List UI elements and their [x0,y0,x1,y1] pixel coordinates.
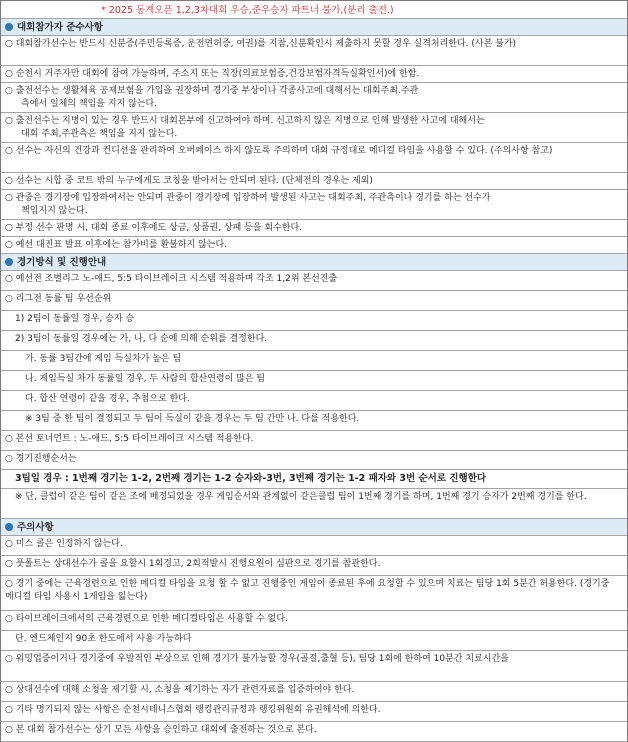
rule-row: ○ 타이브레이크에서의 근육경련으로 인한 메디컬타임은 사용할 수 없다. [1,611,627,631]
circle-bullet-icon [5,258,13,266]
red-notice: * 2025 동계오픈 1,2,3차대회 우승,준우승자 파트너 불가,(분리 출전.) [1,1,627,19]
rule-row: ○ 상대선수에 대해 소청을 제기할 시, 소청을 제기하는 자가 관련자료를 입증하여야 한다. [1,682,627,702]
rule-row: ○ 선수는 자신의 건강과 컨디션을 관리하여 오버페이스 하지 않도록 주의하며 대회 규정대로 메디컬 타임을 사용할 수 있다. (주의사항 참고) [1,143,627,173]
rule-row: ○ 경기 중에는 근육경련으로 인한 메디컬 타임을 요청 할 수 없고 진행중인 게임이 종료된 후에 요청할 수 있으며 치료는 팀당 1회 5분간 허용한다. (경기중 메디컬 타임 사용시 1게임을 잃는다) [1,576,627,611]
rule-row: ○ 본선 토너먼트 : 노-애드, 5:5 타이브레이크 시스템 적용한다. [1,431,627,451]
rule-row: 나. 게임득실 차가 동률일 경우, 두 사람의 합산연령이 많은 팀 [1,371,627,391]
rule-row: ○ 미스 콜은 인정하지 않는다. [1,536,627,556]
rule-row: ○ 기타 명기되지 않는 사항은 순천시테니스협회 랭킹관리규정과 랭킹위원회 유권해석에 의한다. [1,702,627,722]
rule-row: 단. 엔드체인지 90초 한도에서 사용 가능하다 [1,631,627,651]
rule-row: ○ 출전선수는 지병이 있는 경우 반드시 대회본부에 신고하여야 하며. 신고하지 않은 지병으로 인해 발생한 사고에 대해서는 대회 주최,주관측은 책임을 지지 않는다. [1,113,627,143]
circle-bullet-icon [5,523,13,531]
rule-row: ※ 3팀 중 한 팀이 결정되고 두 팀이 득실이 같을 경우는 두 팀 간만 나. 다를 적용한다. [1,411,627,431]
rule-row: ○ 대회참가선수는 반드시 신분증(주민등록증, 운전면허증, 여권)를 지참,신분확인시 제출하지 못할 경우 실격처리한다. (사본 불가) [1,36,627,66]
rule-row: ○ 출전선수는 생활체육 공제보험을 가입을 권장하며 경기중 부상이나 각종사고에 대해서는 대회주최.주관 측에서 일체의 책임을 지지 않는다. [1,83,627,113]
rule-row: ○ 예선 대진표 발표 이후에는 참가비를 환불하지 않는다. [1,237,627,254]
rule-row: ○ 순천시 거주자만 대회에 참여 가능하며, 주소지 또는 직장(의료보험증,건강보험자격득실확인서)에 한함. [1,66,627,83]
rule-row: 1) 2팀이 동률일 경우, 승자 승 [1,311,627,331]
rule-row: ○ 예선전 조별리그 노-애드, 5:5 타이브레이크 시스템 적용하며 각조 1,2위 본선진출 [1,271,627,291]
rule-row: ○ 워밍업중이거나 경기중에 우발적인 부상으로 인해 경기가 불가능할 경우(골절,출혈 등), 팀당 1회에 한하여 10분간 치료시간을 [1,651,627,682]
rule-row: ○ 선수는 시합 중 코트 밖의 누구에게도 코칭을 받아서는 안되며 된다. (단체전의 경우는 제외) [1,173,627,190]
section-header-participant: 대회참가자 준수사항 [1,19,627,36]
rule-row: ○ 풋폴트는 상대선수가 콜을 요할시 1회경고, 2회적발시 진행요원이 심판으로 경기를 참관한다. [1,556,627,576]
section-header-cautions: 주의사항 [1,519,627,536]
rule-row: 3팀일 경우 : 1번째 경기는 1-2, 2번째 경기는 1-2 승자와-3번, 3번째 경기는 1-2 패자와 3번 순서로 진행한다 [1,470,627,489]
rule-row: ○ 관중은 경기장에 입장하여서는 안되며 관중이 경기장에 입장하여 발생된 사고는 대회주최, 주관측이나 경기를 하는 선수가 책임지지 않는다. [1,190,627,220]
section-header-match-format: 경기방식 및 진행안내 [1,254,627,271]
rule-row: ○ 리그전 동률 팀 우선순위 [1,291,627,311]
rule-row: 다. 합산 연령이 같을 경우, 추첨으로 한다. [1,391,627,411]
rule-row: ○ 본 대회 참가선수는 상기 모든 사항을 승인하고 대회에 출전하는 것으로 본다. [1,722,627,742]
rule-row: ○ 부정 선수 판명 시, 대회 종료 이후에도 상금, 상품권, 상패 등을 회수한다. [1,220,627,237]
rule-row: 2) 3팀이 동률일 경우에는 가, 나, 다 순에 의해 순위를 결정한다. [1,331,627,351]
circle-bullet-icon [5,23,13,31]
rule-row: ※ 단, 클럽이 같은 팀이 같은 조에 배정되었을 경우 게임순서와 관계없이 같은클럽 팀이 1번째 경기를 하며, 1번째 경기 승자가 2번째 경기를 한다. [1,489,627,519]
rule-row: ○ 경기진행순서는 [1,451,627,470]
rule-row: 가. 동률 3팀간에 게임 득실차가 높은 팀 [1,351,627,371]
